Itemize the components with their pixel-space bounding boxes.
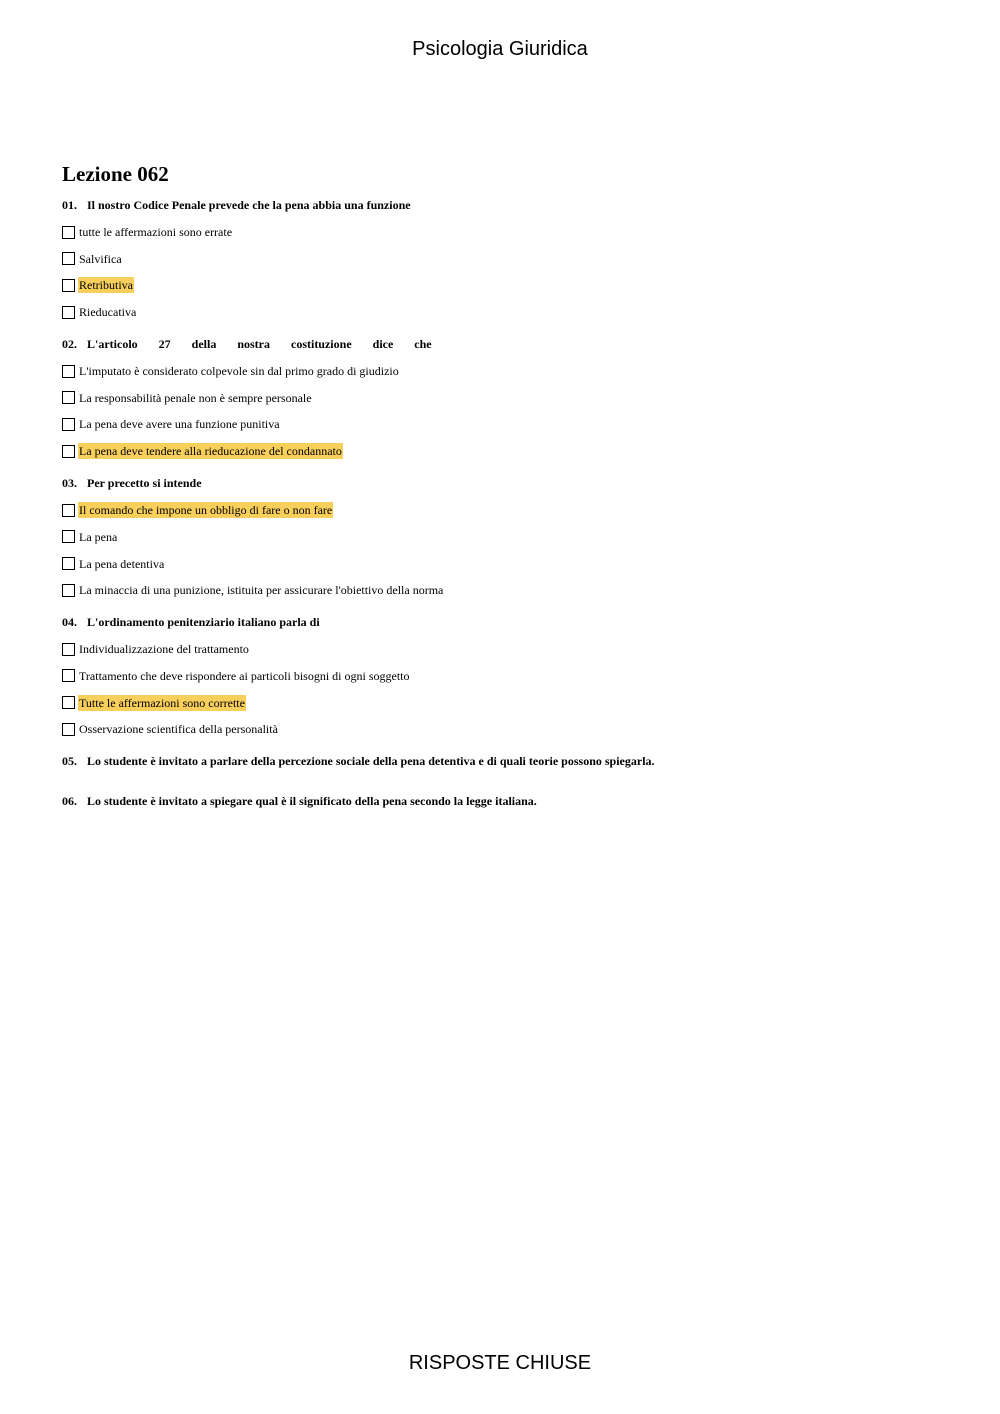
answer-checkbox[interactable]: [62, 252, 75, 265]
question-number: 02.: [62, 337, 77, 352]
answer-option[interactable]: [62, 389, 942, 407]
question-number: 03.: [62, 476, 77, 491]
answer-label: La responsabilità penale non è sempre personale: [79, 390, 312, 405]
question-label: Per precetto si intende: [87, 476, 202, 491]
question-label: L'ordinamento penitenziario italiano parla di: [87, 615, 320, 630]
answer-option[interactable]: [62, 581, 942, 599]
answer-label-correct: La pena deve tendere alla rieducazione del condannato: [79, 444, 342, 459]
question-03: [62, 474, 942, 599]
answer-checkbox[interactable]: [62, 557, 75, 570]
answer-option[interactable]: [62, 276, 942, 294]
question-label: Lo studente è invitato a spiegare qual è il significato della pena secondo la legge italiana.: [87, 794, 537, 809]
question-number: 05.: [62, 754, 77, 769]
answer-checkbox[interactable]: [62, 696, 75, 709]
answer-label: Osservazione scientifica della personalità: [79, 722, 278, 737]
answer-option[interactable]: [62, 720, 942, 738]
question-number: 04.: [62, 615, 77, 630]
question-label: Lo studente è invitato a parlare della percezione sociale della pena detentiva e di quali teorie possono spiegarla.: [87, 754, 655, 769]
question-list: [62, 196, 942, 832]
answer-option[interactable]: [62, 501, 942, 519]
answer-checkbox[interactable]: [62, 365, 75, 378]
answer-checkbox[interactable]: [62, 306, 75, 319]
answer-option[interactable]: [62, 442, 942, 460]
answer-option[interactable]: [62, 528, 942, 546]
answer-option[interactable]: [62, 415, 942, 433]
question-number: 06.: [62, 794, 77, 809]
open-question-06: [62, 792, 942, 810]
answer-checkbox[interactable]: [62, 445, 75, 458]
answer-checkbox[interactable]: [62, 226, 75, 239]
question-label: Il nostro Codice Penale prevede che la pena abbia una funzione: [87, 198, 411, 212]
answer-label: La pena detentiva: [79, 556, 165, 571]
answer-checkbox[interactable]: [62, 643, 75, 656]
answer-checkbox[interactable]: [62, 669, 75, 682]
lesson-title: Lezione 062: [62, 162, 169, 186]
answer-label: tutte le affermazioni sono errate: [79, 225, 233, 239]
answer-label: Trattamento che deve rispondere ai particoli bisogni di ogni soggetto: [79, 668, 410, 683]
answer-label-correct: Retributiva: [79, 278, 133, 293]
answer-option[interactable]: [62, 250, 942, 268]
answer-option[interactable]: [62, 694, 942, 712]
answer-checkbox[interactable]: [62, 530, 75, 543]
answer-checkbox[interactable]: [62, 391, 75, 404]
question-text: [62, 613, 942, 631]
page-footer-title: RISPOSTE CHIUSE: [408, 1352, 592, 1374]
answer-label: La pena: [79, 529, 118, 544]
answer-option[interactable]: [62, 667, 942, 685]
answer-option[interactable]: [62, 362, 942, 380]
question-text: [62, 474, 942, 492]
question-label: L'articolo 27 della nostra costituzione dice che: [87, 337, 432, 352]
answer-checkbox[interactable]: [62, 279, 75, 292]
answer-label: La pena deve avere una funzione punitiva: [79, 417, 280, 432]
question-text: [62, 196, 942, 214]
answer-checkbox[interactable]: [62, 418, 75, 431]
answer-checkbox[interactable]: [62, 584, 75, 597]
answer-option[interactable]: [62, 223, 942, 241]
answer-label: Salvifica: [79, 251, 122, 266]
answer-label: La minaccia di una punizione, istituita per assicurare l'obiettivo della norma: [79, 583, 444, 598]
question-02: [62, 335, 942, 460]
question-04: [62, 613, 942, 738]
question-number: 01.: [62, 198, 77, 212]
open-question-05: [62, 752, 942, 770]
question-text: [62, 335, 942, 353]
answer-option[interactable]: [62, 555, 942, 573]
page-header-title: Psicologia Giuridica: [412, 38, 588, 60]
answer-label-correct: Tutte le affermazioni sono corrette: [79, 695, 245, 710]
answer-option[interactable]: [62, 303, 942, 321]
answer-label: Rieducativa: [79, 305, 137, 320]
answer-checkbox[interactable]: [62, 723, 75, 736]
question-01: [62, 196, 942, 321]
answer-label: L'imputato è considerato colpevole sin dal primo grado di giudizio: [79, 364, 399, 379]
answer-label: Individualizzazione del trattamento: [79, 642, 249, 657]
answer-option[interactable]: [62, 640, 942, 658]
answer-label-correct: Il comando che impone un obbligo di fare o non fare: [79, 503, 333, 518]
answer-checkbox[interactable]: [62, 504, 75, 517]
